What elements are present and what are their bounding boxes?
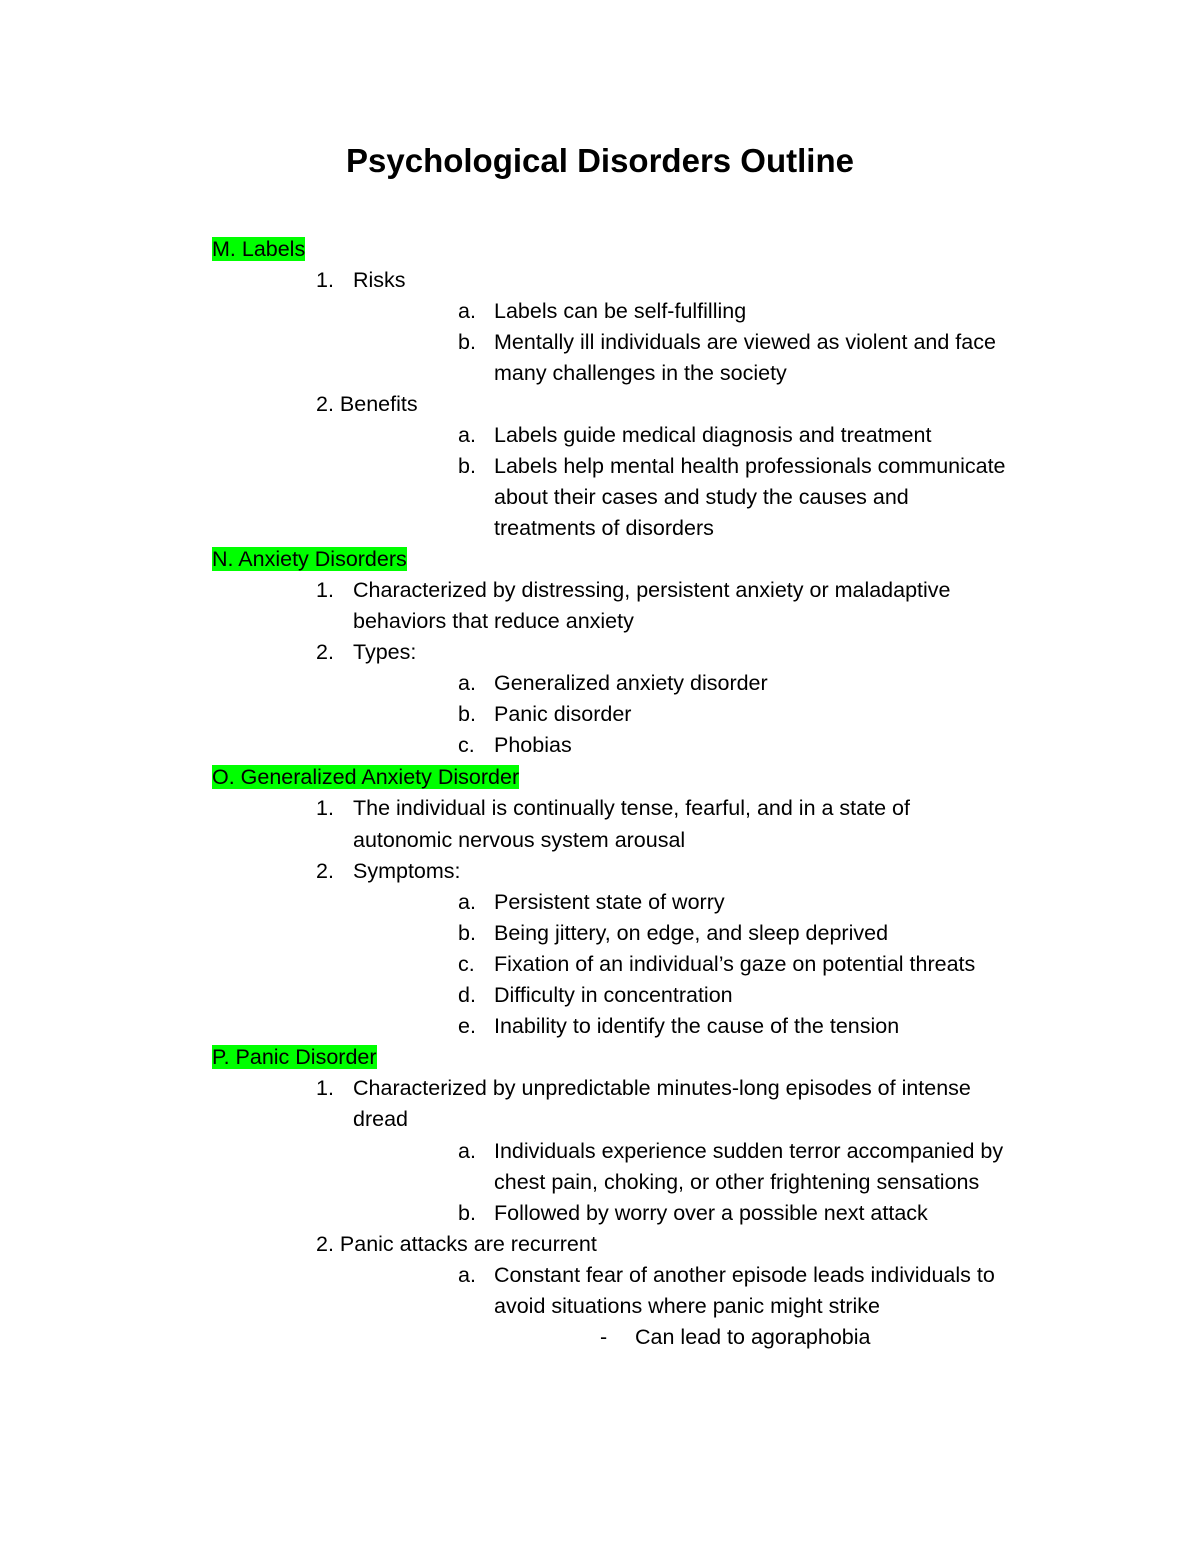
list-marker: a. <box>458 1263 476 1287</box>
list-item-text-continued: chest pain, choking, or other frightening sensations <box>494 1170 980 1194</box>
list-item-text: Individuals experience sudden terror accompanied by <box>494 1139 1004 1163</box>
list-item-text: Phobias <box>494 733 572 757</box>
list-marker: b. <box>458 921 476 945</box>
list-marker: b. <box>458 454 476 478</box>
list-marker: 1. <box>316 1076 334 1100</box>
dash-bullet: - <box>600 1325 608 1349</box>
list-item-text: Persistent state of worry <box>494 890 725 914</box>
list-marker: d. <box>458 983 476 1007</box>
list-marker: c. <box>458 733 475 757</box>
list-marker: a. <box>458 890 476 914</box>
list-marker: 1. <box>316 796 334 820</box>
list-item-text: Followed by worry over a possible next attack <box>494 1201 928 1225</box>
list-marker: a. <box>458 423 476 447</box>
section-heading-labels <box>212 235 305 263</box>
list-item-text: Fixation of an individual’s gaze on potential threats <box>494 952 976 976</box>
list-item-text: Labels can be self-fulfilling <box>494 299 747 323</box>
list-marker: 1. <box>316 578 334 602</box>
document-title: Psychological Disorders Outline <box>346 142 854 179</box>
section-heading-panic-disorder <box>212 1043 377 1071</box>
list-item-text: Generalized anxiety disorder <box>494 671 768 695</box>
highlighted-heading-text: N. Anxiety Disorders <box>212 547 407 571</box>
list-item-text: Characterized by unpredictable minutes-long episodes of intense <box>353 1076 971 1100</box>
list-marker: b. <box>458 1201 476 1225</box>
list-item-text: Risks <box>353 268 406 292</box>
list-item-text: Can lead to agoraphobia <box>635 1325 871 1349</box>
list-item-text-continued: autonomic nervous system arousal <box>353 828 686 852</box>
section-heading-generalized-anxiety-disorder <box>212 763 519 791</box>
list-item-text-continued: about their cases and study the causes and <box>494 485 909 509</box>
list-marker: e. <box>458 1014 476 1038</box>
list-item-text: Being jittery, on edge, and sleep deprived <box>494 921 889 945</box>
highlighted-heading-text: P. Panic Disorder <box>212 1045 377 1069</box>
list-item-text: Labels guide medical diagnosis and treatment <box>494 423 932 447</box>
list-item-text: 2. Benefits <box>316 392 418 416</box>
list-marker: b. <box>458 702 476 726</box>
list-item-text: Difficulty in concentration <box>494 983 733 1007</box>
list-marker: 1. <box>316 268 334 292</box>
list-item-text: Constant fear of another episode leads individuals to <box>494 1263 995 1287</box>
highlighted-heading-text: O. Generalized Anxiety Disorder <box>212 765 520 789</box>
list-item-text-continued: behaviors that reduce anxiety <box>353 609 634 633</box>
list-item-text: Labels help mental health professionals communicate <box>494 454 1006 478</box>
list-item-text: Panic disorder <box>494 702 632 726</box>
list-item-text: 2. Panic attacks are recurrent <box>316 1232 597 1256</box>
list-item-text: Inability to identify the cause of the tension <box>494 1014 900 1038</box>
list-item-text-continued: avoid situations where panic might strike <box>494 1294 880 1318</box>
highlighted-heading-text: M. Labels <box>212 237 306 261</box>
list-item-text: Symptoms: <box>353 859 461 883</box>
list-marker: c. <box>458 952 475 976</box>
list-item-text: Characterized by distressing, persistent anxiety or maladaptive <box>353 578 951 602</box>
list-marker: 2. <box>316 640 334 664</box>
list-item-text-continued: many challenges in the society <box>494 361 787 385</box>
list-item-text-continued: dread <box>353 1107 408 1131</box>
list-marker: a. <box>458 671 476 695</box>
list-item-text: Mentally ill individuals are viewed as violent and face <box>494 330 996 354</box>
section-heading-anxiety-disorders <box>212 545 407 573</box>
list-marker: b. <box>458 330 476 354</box>
list-marker: a. <box>458 1139 476 1163</box>
list-marker: 2. <box>316 859 334 883</box>
list-item-text: Types: <box>353 640 417 664</box>
list-item-text: The individual is continually tense, fearful, and in a state of <box>353 796 910 820</box>
list-item-text-continued: treatments of disorders <box>494 516 714 540</box>
list-marker: a. <box>458 299 476 323</box>
